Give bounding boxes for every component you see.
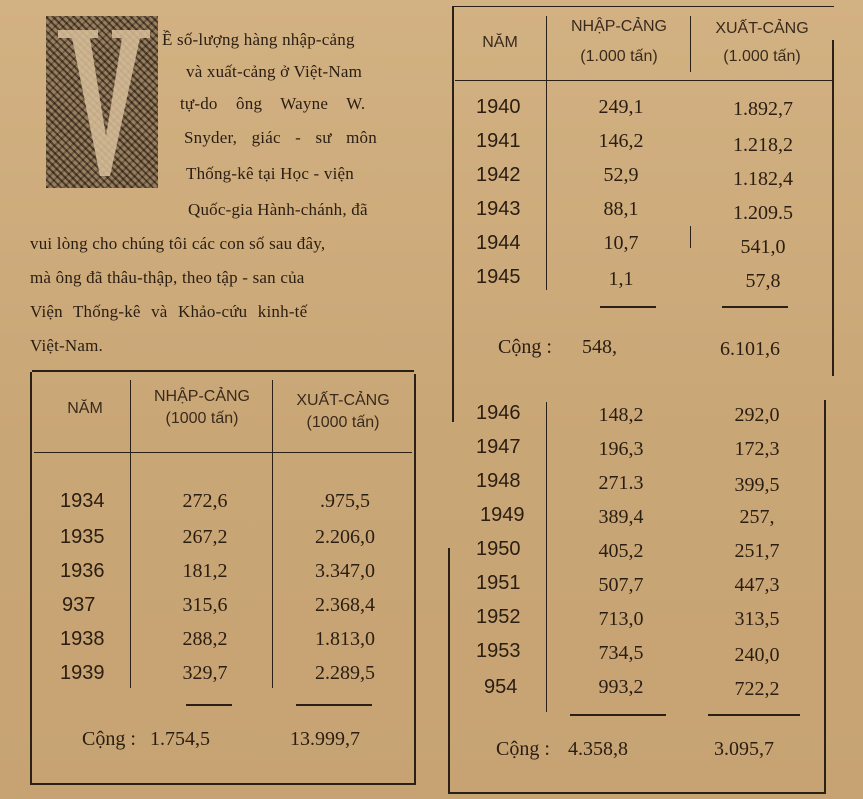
- table-right-row-1948-export: 399,5: [734, 474, 780, 496]
- table-right-total-a-export: 6.101,6: [720, 338, 780, 360]
- table-right-row-1941-import: 146,2: [598, 130, 644, 152]
- table-right-sum-rule-a2: [722, 306, 788, 308]
- intro-line-8: mà ông đã thâu-thập, theo tập - san của: [30, 268, 305, 287]
- table-right-row-1954-year: 954: [484, 676, 518, 698]
- table-right-total-b-label: Cộng :: [496, 738, 550, 760]
- table-left-col-divider-2: [272, 380, 273, 688]
- table-right-header-import-unit: (1.000 tấn): [580, 48, 658, 65]
- table-right-row-1948-import: 271.3: [598, 472, 644, 494]
- table-left-header-import-unit: (1000 tấn): [165, 410, 239, 427]
- table-left-row-2-export: 2.206,0: [315, 526, 375, 548]
- table-right-row-1950-export: 251,7: [734, 540, 780, 562]
- table-left-row-5-year: 1938: [60, 628, 105, 650]
- table-left-row-6-import: 329,7: [182, 662, 228, 684]
- table-right-header-year: NĂM: [482, 34, 518, 51]
- table-right-row-1953-year: 1953: [476, 640, 521, 662]
- table-left-row-1-export: .975,5: [320, 490, 370, 512]
- dropcap-ornament: [46, 16, 158, 188]
- table-right-row-1947-import: 196,3: [598, 438, 644, 460]
- table-left-row-6-export: 2.289,5: [315, 662, 375, 684]
- table-right-row-1942-export: 1.182,4: [733, 168, 793, 190]
- table-right-row-1944-import: 10,7: [603, 232, 639, 254]
- table-right-sum-rule-a1: [600, 306, 656, 308]
- intro-line-5: Thống-kê tại Học - viện: [186, 164, 354, 183]
- table-left-bottom-border: [30, 783, 416, 785]
- table-left-col-divider-1: [130, 380, 131, 688]
- table-right-col-divider-2a: [690, 16, 691, 72]
- table-left-total-label: Cộng :: [82, 728, 136, 750]
- table-left-sum-rule-1: [186, 704, 232, 706]
- table-left-row-2-year: 1935: [60, 526, 105, 548]
- table-right-row-1945-export: 57,8: [745, 270, 781, 292]
- table-left-header-import: NHẬP-CẢNG: [153, 388, 250, 405]
- dropcap-letter-v: [46, 16, 158, 188]
- table-left-row-6-year: 1939: [60, 662, 105, 684]
- table-right-row-1954-export: 722,2: [734, 678, 780, 700]
- table-right-row-1951-year: 1951: [476, 572, 521, 594]
- table-left-row-4-year: 937: [62, 594, 96, 616]
- table-left-header-year: NĂM: [67, 400, 103, 417]
- table-right-row-1954-import: 993,2: [598, 676, 644, 698]
- table-right-row-1943-import: 88,1: [603, 198, 639, 220]
- table-right-row-1951-import: 507,7: [598, 574, 644, 596]
- table-right-total-b-export: 3.095,7: [714, 738, 774, 760]
- table-left-row-3-import: 181,2: [182, 560, 228, 582]
- table-right-row-1940-import: 249,1: [598, 96, 644, 118]
- table-right-col-divider-1a: [546, 16, 547, 290]
- table-left-left-border: [30, 372, 32, 784]
- table-left-row-4-export: 2.368,4: [315, 594, 375, 616]
- table-left-top-border: [32, 370, 414, 372]
- table-right-row-1949-import: 389,4: [598, 506, 644, 528]
- table-right-row-1947-export: 172,3: [734, 438, 780, 460]
- table-right-row-1950-year: 1950: [476, 538, 521, 560]
- table-right-total-a-import: 548,: [582, 336, 617, 358]
- table-left-sum-rule-2: [296, 704, 372, 706]
- intro-line-9: Viện Thống-kê và Khảo-cứu kinh-tế: [30, 302, 308, 321]
- table-right-row-1942-import: 52,9: [603, 164, 639, 186]
- table-right-row-1940-year: 1940: [476, 96, 521, 118]
- table-right-left-border-lower: [448, 548, 450, 794]
- table-right-bottom-border: [450, 792, 826, 794]
- table-right-right-border-upper: [832, 40, 834, 376]
- table-left-total-import: 1.754,5: [150, 728, 210, 750]
- table-right-row-1945-import: 1,1: [608, 268, 634, 290]
- table-right-left-border-upper: [452, 6, 454, 422]
- table-right-row-1949-export: 257,: [739, 506, 775, 528]
- table-right-row-1942-year: 1942: [476, 164, 521, 186]
- table-left-row-2-import: 267,2: [182, 526, 228, 548]
- table-right-row-1952-year: 1952: [476, 606, 521, 628]
- table-left-header-export: XUẤT-CẢNG: [296, 392, 390, 409]
- table-right-row-1952-export: 313,5: [734, 608, 780, 630]
- table-right-row-1943-year: 1943: [476, 198, 521, 220]
- table-right-col-divider-1b: [546, 402, 547, 712]
- table-left-row-1-year: 1934: [60, 490, 105, 512]
- table-right-row-1943-export: 1.209.5: [733, 202, 793, 224]
- table-right-sum-rule-b1: [570, 714, 666, 716]
- table-right-row-1940-export: 1.892,7: [733, 98, 793, 120]
- table-right-row-1953-export: 240,0: [734, 644, 780, 666]
- table-right-row-1944-export: 541,0: [740, 236, 786, 258]
- table-right-row-1946-export: 292,0: [734, 404, 780, 426]
- table-right-row-1952-import: 713,0: [598, 608, 644, 630]
- table-right-total-b-import: 4.358,8: [568, 738, 628, 760]
- table-right-row-1948-year: 1948: [476, 470, 521, 492]
- table-right-total-a-label: Cộng :: [498, 336, 552, 358]
- table-left-right-border: [414, 374, 416, 784]
- table-left-row-3-year: 1936: [60, 560, 105, 582]
- table-left-row-5-import: 288,2: [182, 628, 228, 650]
- table-right-row-1949-year: 1949: [480, 504, 525, 526]
- table-right-row-1947-year: 1947: [476, 436, 521, 458]
- table-right-col-divider-2b: [690, 226, 691, 248]
- table-right-header-export: XUẤT-CẢNG: [715, 20, 809, 37]
- table-right-header-import: NHẬP-CẢNG: [570, 18, 667, 35]
- table-right-row-1944-year: 1944: [476, 232, 521, 254]
- intro-line-3: tự-do ông Wayne W.: [180, 94, 366, 113]
- table-right-row-1946-year: 1946: [476, 402, 521, 424]
- intro-line-7: vui lòng cho chúng tôi các con số sau đây,: [30, 234, 326, 253]
- table-right-top-border: [452, 6, 834, 7]
- table-left-header-export-unit: (1000 tấn): [306, 414, 380, 431]
- table-right-row-1953-import: 734,5: [598, 642, 644, 664]
- table-left-row-1-import: 272,6: [182, 490, 228, 512]
- table-left-header-rule: [34, 452, 412, 453]
- table-right-row-1945-year: 1945: [476, 266, 521, 288]
- table-right-header-export-unit: (1.000 tấn): [723, 48, 801, 65]
- table-right-right-border-lower: [824, 400, 826, 794]
- intro-line-10: Việt-Nam.: [30, 336, 104, 355]
- table-right-header-rule: [455, 80, 833, 81]
- intro-line-1: Ề số-lượng hàng nhập-cảng: [162, 30, 355, 49]
- intro-line-6: Quốc-gia Hành-chánh, đã: [188, 200, 368, 219]
- table-right-sum-rule-b2: [708, 714, 800, 716]
- table-left-total-export: 13.999,7: [290, 728, 360, 750]
- table-left-row-3-export: 3.347,0: [315, 560, 375, 582]
- intro-line-4: Snyder, giác - sư môn: [184, 128, 377, 147]
- table-left-row-4-import: 315,6: [182, 594, 228, 616]
- table-right-row-1950-import: 405,2: [598, 540, 644, 562]
- table-right-row-1951-export: 447,3: [734, 574, 780, 596]
- table-right-row-1941-year: 1941: [476, 130, 521, 152]
- table-left-row-5-export: 1.813,0: [315, 628, 375, 650]
- intro-line-2: và xuất-cảng ở Việt-Nam: [186, 62, 363, 81]
- table-right-row-1946-import: 148,2: [598, 404, 644, 426]
- table-right-row-1941-export: 1.218,2: [733, 134, 793, 156]
